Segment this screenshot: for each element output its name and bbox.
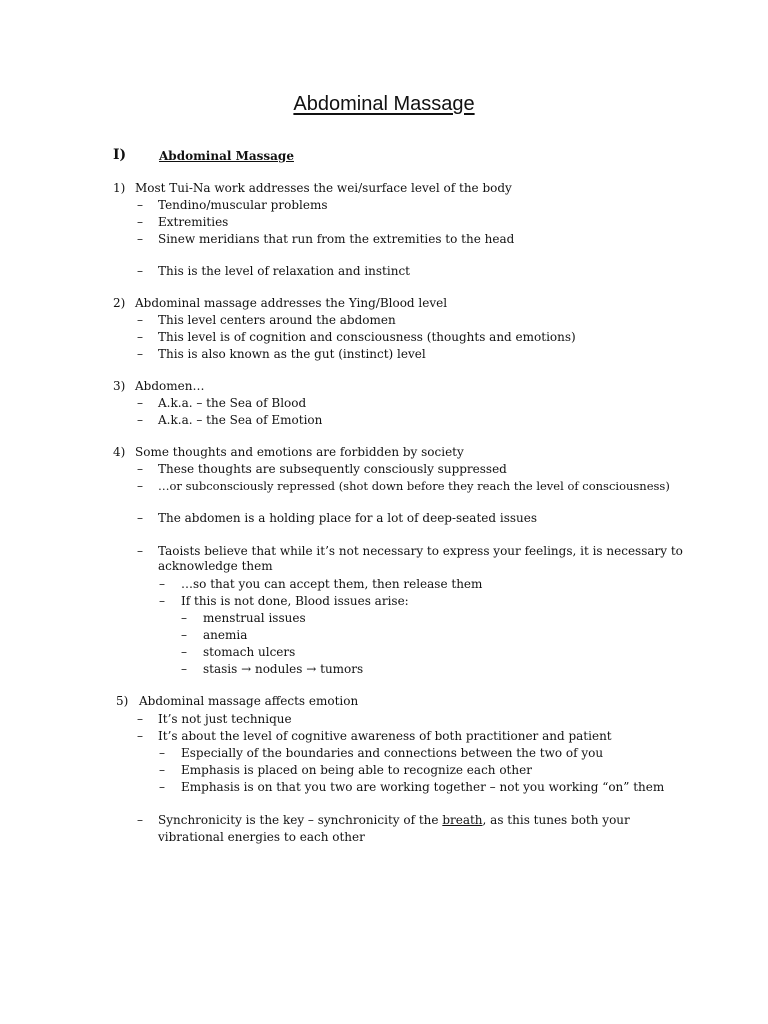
bullet-text-continuation: acknowledge them (158, 559, 273, 573)
bullet-dash: – (137, 396, 143, 410)
sub-bullet-dash: – (159, 594, 165, 608)
bullet-text: These thoughts are subsequently consciously suppressed (158, 462, 507, 476)
bullet-text: The abdomen is a holding place for a lot of deep-seated issues (158, 511, 538, 525)
section-number: I) (113, 147, 127, 163)
sub-bullet-dash: – (159, 577, 165, 591)
bullet-dash: – (137, 813, 143, 827)
sub-bullet-text: Especially of the boundaries and connections between the two of you (181, 746, 604, 760)
sub-bullet-text: Emphasis is on that you two are working together – not you working “on” them (181, 780, 665, 794)
bullet-text-synchronicity (158, 812, 630, 828)
bullet-text: This is also known as the gut (instinct) level (158, 347, 426, 361)
bullet-text: A.k.a. – the Sea of Blood (158, 396, 307, 410)
item-2-number: 2) (113, 296, 126, 310)
bullet-dash: – (137, 347, 143, 361)
item-1-number: 1) (113, 181, 126, 195)
section-heading: Abdominal Massage (159, 149, 294, 163)
bullet-dash: – (137, 313, 143, 327)
item-1-text: Most Tui-Na work addresses the wei/surface level of the body (135, 181, 512, 195)
bullet-text-continuation: vibrational energies to each other (158, 830, 365, 844)
bullet-dash: – (137, 462, 143, 476)
bullet-dash: – (137, 330, 143, 344)
bullet-text: This is the level of relaxation and instinct (158, 264, 410, 278)
sub-bullet-text: If this is not done, Blood issues arise: (181, 594, 409, 608)
item-4-text: Some thoughts and emotions are forbidden by society (135, 445, 464, 459)
sub-bullet-text: Emphasis is placed on being able to recognize each other (181, 763, 532, 777)
item-5-number: 5) (116, 694, 129, 708)
bullet-text: Extremities (158, 215, 229, 229)
bullet-dash: – (137, 729, 143, 743)
bullet-dash: – (137, 413, 143, 427)
sub-bullet-dash: – (159, 780, 165, 794)
sub-sub-bullet-text: stasis → nodules → tumors (203, 662, 364, 676)
bullet-text: Sinew meridians that run from the extremities to the head (158, 232, 515, 246)
bullet-text: Tendino/muscular problems (158, 198, 328, 212)
bullet-dash: – (137, 264, 143, 278)
document-title: Abdominal Massage (293, 93, 475, 115)
sub-bullet-dash: – (159, 746, 165, 760)
sub-sub-bullet-dash: – (181, 611, 187, 625)
sub-bullet-dash: – (159, 763, 165, 777)
sub-sub-bullet-dash: – (181, 628, 187, 642)
bullet-dash: – (137, 198, 143, 212)
item-3-text: Abdomen… (135, 379, 205, 393)
bullet-text: Taoists believe that while it’s not necessary to express your feelings, it is necessary to (158, 544, 683, 558)
bullet-text: This level centers around the abdomen (158, 313, 396, 327)
bullet-dash: – (137, 511, 143, 525)
item-3-number: 3) (113, 379, 126, 393)
sub-sub-bullet-text: stomach ulcers (203, 645, 296, 659)
sub-bullet-text: …so that you can accept them, then release them (181, 577, 483, 591)
bullet-text: …or subconsciously repressed (shot down before they reach the level of consciousness) (158, 479, 670, 493)
bullet-dash: – (137, 232, 143, 246)
sub-sub-bullet-dash: – (181, 645, 187, 659)
breath-underlined: breath (442, 813, 483, 827)
bullet-dash: – (137, 544, 143, 558)
item-5-text: Abdominal massage affects emotion (139, 694, 359, 708)
bullet-text-part: Synchronicity is the key – synchronicity of the (158, 813, 443, 827)
sub-sub-bullet-text: menstrual issues (203, 611, 306, 625)
item-4-number: 4) (113, 445, 126, 459)
bullet-text: This level is of cognition and consciousness (thoughts and emotions) (158, 330, 576, 344)
bullet-text: It’s not just technique (158, 712, 292, 726)
sub-sub-bullet-text: anemia (203, 628, 248, 642)
bullet-text: It’s about the level of cognitive awareness of both practitioner and patient (158, 729, 612, 743)
bullet-dash: – (137, 215, 143, 229)
item-2-text: Abdominal massage addresses the Ying/Blood level (135, 296, 448, 310)
bullet-dash: – (137, 479, 143, 493)
bullet-text-part: , as this tunes both your (482, 813, 630, 827)
bullet-dash: – (137, 712, 143, 726)
bullet-text: A.k.a. – the Sea of Emotion (158, 413, 323, 427)
sub-sub-bullet-dash: – (181, 662, 187, 676)
